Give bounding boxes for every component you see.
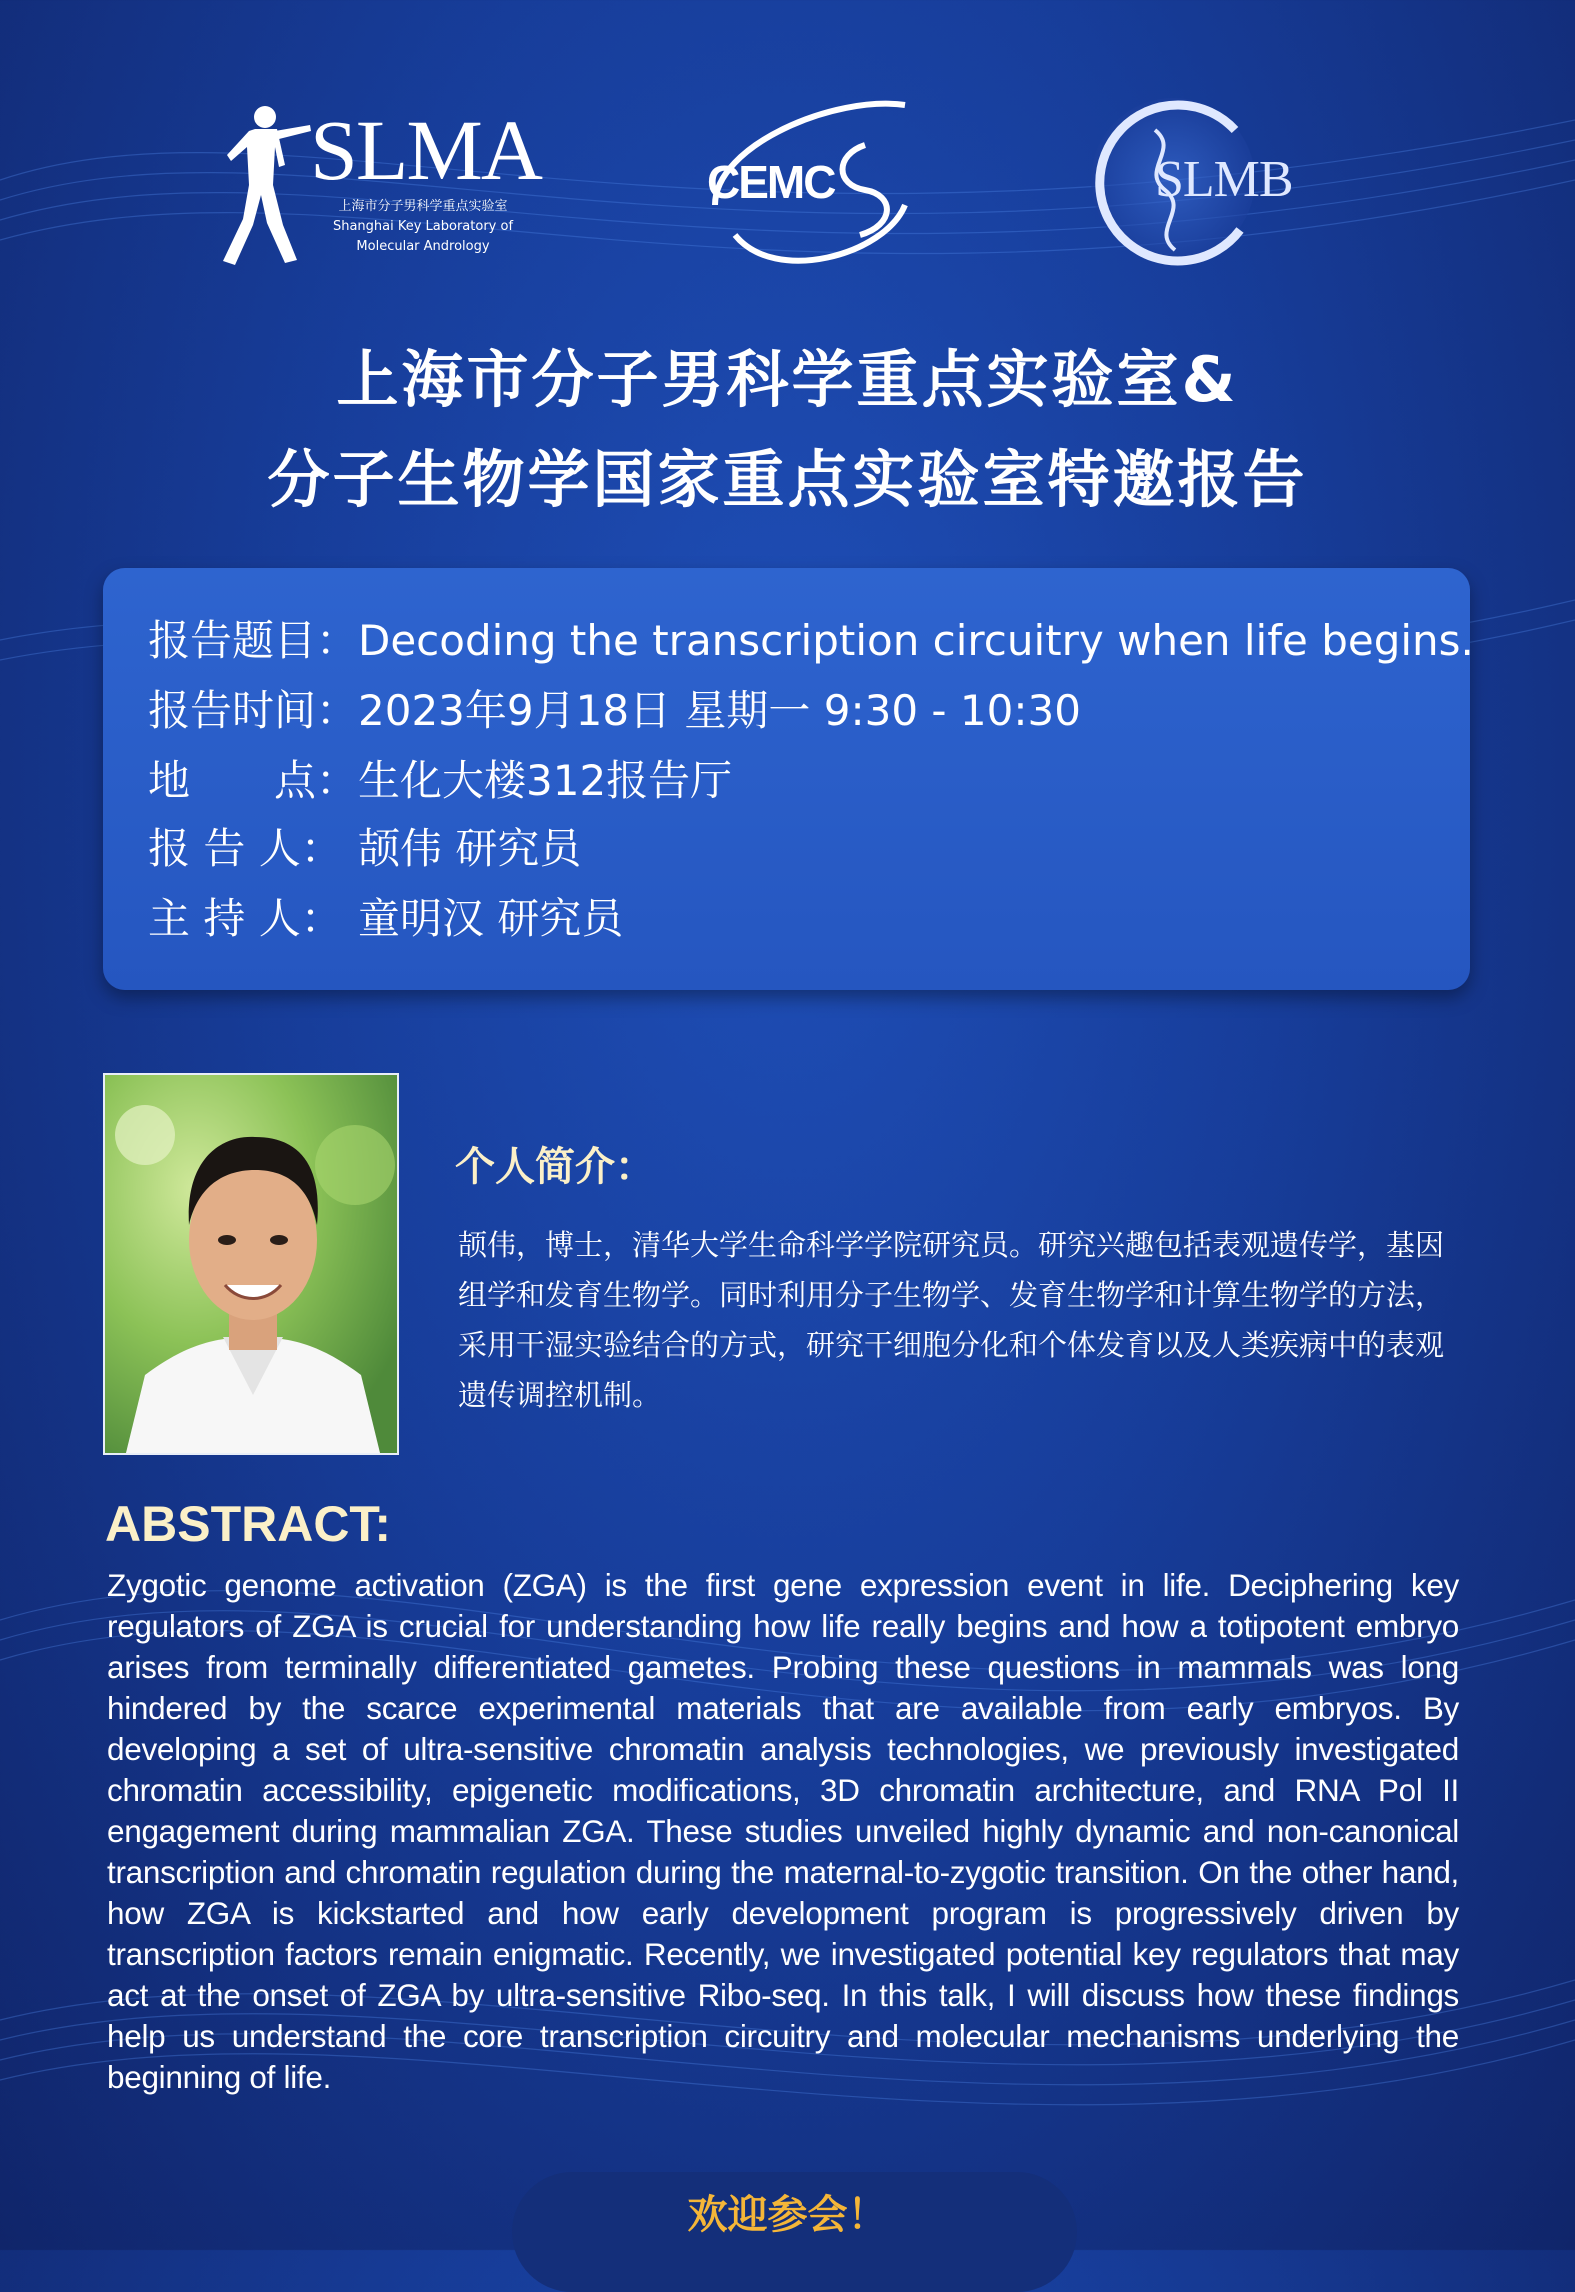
- speaker-photo: [103, 1073, 399, 1455]
- info-speaker-row: [148, 816, 581, 876]
- slma-logo: [205, 95, 555, 270]
- info-topic-label: 报告题目：: [148, 616, 359, 665]
- thinker-figure-icon: [205, 95, 315, 270]
- bio-heading: 个人简介：: [455, 1144, 655, 1190]
- info-host-value: 童明汉 研究员: [358, 894, 624, 943]
- info-place-value: 生化大楼312报告厅: [358, 756, 733, 805]
- abstract-text: Zygotic genome activation (ZGA) is the first gene expression event in life. Deciphering key regulators of ZGA is crucial for understanding how life really begins and how a totipotent embryo arises from terminally differentiated gametes. Probing these questions in mammals was long hindered by the scarce experimental materials that are available from early embryos. By developing a set of ultra-sensitive chromatin analysis technologies, we previously investigated chromatin accessibility, epigenetic modifications, 3D chromatin architecture, and RNA Pol II engagement during mammalian ZGA. These studies unveiled highly dynamic and non-canonical transcription and chromatin regulation during the maternal-to-zygotic transition. On the other hand, how ZGA is kickstarted and how early development program is progressively driven by transcription factors remain enigmatic. Recently, we investigated potential key regulators that may act at the onset of ZGA by ultra-sensitive Ribo-seq. In this talk, I will discuss how these findings help us understand the core transcription circuitry and molecular mechanisms underlying the beginning of life.: [107, 1567, 1459, 2095]
- slma-subtitle-en2: Molecular Andrology: [356, 239, 490, 254]
- slma-subtitle-cn: 上海市分子男科学重点实验室: [338, 199, 508, 214]
- info-place-label: 地 点：: [148, 756, 359, 805]
- info-place-row: [148, 748, 732, 808]
- cemc-logo: [695, 85, 920, 285]
- info-topic-value: Decoding the transcription circuitry when life begins.: [358, 616, 1474, 665]
- info-time-label: 报告时间：: [148, 686, 359, 735]
- page-title-line2: 分子生物学国家重点实验室特邀报告: [267, 443, 1308, 516]
- info-time-row: [148, 678, 1081, 738]
- cemc-wordmark: CEMC: [707, 156, 835, 208]
- slmb-wordmark: SLMB: [1155, 151, 1293, 208]
- info-speaker-value: 颉伟 研究员: [358, 824, 582, 873]
- event-info-box: [103, 568, 1474, 990]
- page-title-line1: 上海市分子男科学重点实验室&: [336, 343, 1239, 416]
- info-host-row: [148, 886, 623, 946]
- info-speaker-label: 报 告 人：: [148, 824, 343, 873]
- slma-wordmark: SLMA: [310, 102, 541, 198]
- info-topic-row: [148, 608, 1474, 668]
- welcome-text: 欢迎参会！: [687, 2192, 888, 2238]
- info-host-label: 主 持 人：: [148, 894, 343, 943]
- slma-subtitle-en1: Shanghai Key Laboratory of: [332, 219, 514, 234]
- slma-subtitle: [323, 197, 523, 257]
- bio-text: 颉伟，博士，清华大学生命科学学院研究员。研究兴趣包括表观遗传学，基因组学和发育生物学。同时利用分子生物学、发育生物学和计算生物学的方法，采用干湿实验结合的方式，研究干细胞分化和个体发育以及人类疾病中的表观遗传调控机制。: [458, 1228, 1445, 1412]
- abstract-heading: ABSTRACT:: [105, 1496, 392, 1552]
- slmb-logo: [1085, 90, 1320, 270]
- info-time-value: 2023年9月18日 星期一 9:30 - 10:30: [358, 686, 1081, 735]
